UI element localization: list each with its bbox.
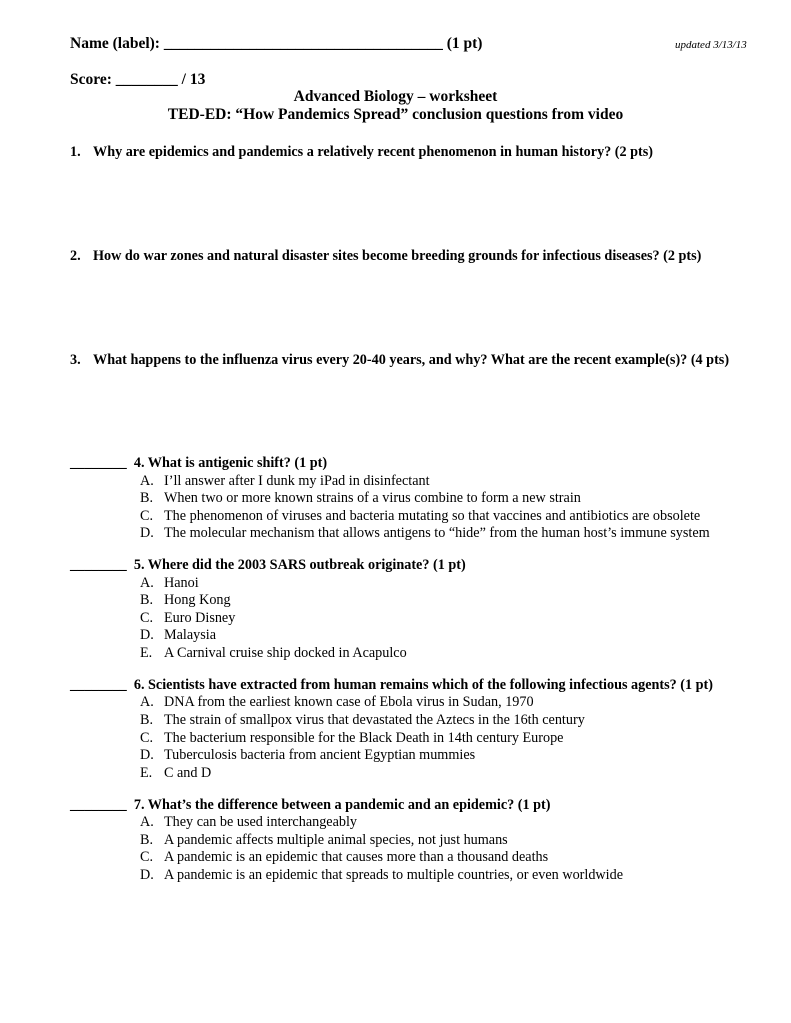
option-letter: A. [140,473,154,489]
answer-blank[interactable]: ________ [70,557,127,573]
question-number: 2. [70,248,81,264]
option-text: C and D [164,765,212,781]
option-text: They can be used interchangeably [164,814,358,830]
option-5c [140,610,235,627]
option-5d [140,627,216,644]
question-text: 6. Scientists have extracted from human remains which of the following infectious agents? (1 pt) [133,677,714,693]
option-letter: C. [140,849,154,865]
question-1 [70,144,653,161]
question-text: 5. Where did the 2003 SARS outbreak originate? (1 pt) [133,557,466,573]
option-7b [140,832,508,849]
option-6a [140,694,534,711]
question-2 [70,248,701,265]
option-text: The strain of smallpox virus that devastated the Aztecs in the 16th century [164,712,585,728]
score-line[interactable]: Score: ________ / 13 [70,71,206,88]
worksheet-title: Advanced Biology – worksheet [293,88,498,105]
question-number: 3. [70,352,81,368]
option-text: Hong Kong [164,592,231,608]
option-letter: B. [140,712,154,728]
question-text: 7. What’s the difference between a pandemic and an epidemic? (1 pt) [133,797,551,813]
option-letter: D. [140,867,154,883]
option-6e [140,765,211,782]
option-letter: A. [140,694,154,710]
option-text: DNA from the earliest known case of Ebola virus in Sudan, 1970 [164,694,534,710]
option-letter: D. [140,525,154,541]
updated-date: updated 3/13/13 [675,39,747,51]
option-5a [140,575,199,592]
question-text: What happens to the influenza virus every 20-40 years, and why? What are the recent example(s)? (4 pts) [93,352,730,368]
option-letter: C. [140,508,154,524]
option-text: Malaysia [164,627,217,643]
option-text: The bacterium responsible for the Black Death in 14th century Europe [164,730,564,746]
option-7a [140,814,357,831]
option-6c [140,730,563,747]
option-text: I’ll answer after I dunk my iPad in disinfectant [164,473,430,489]
question-5 [70,557,466,574]
option-4a [140,473,430,490]
name-line[interactable]: Name (label): ____________________________________ (1 pt) [70,35,483,52]
option-text: When two or more known strains of a virus combine to form a new strain [164,490,581,506]
question-number: 1. [70,144,81,160]
answer-blank[interactable]: ________ [70,797,127,813]
option-6d [140,747,475,764]
option-text: Euro Disney [164,610,236,626]
option-5e [140,645,407,662]
option-4c [140,508,700,525]
option-text: The phenomenon of viruses and bacteria mutating so that vaccines and antibiotics are obsolete [164,508,701,524]
question-text: 4. What is antigenic shift? (1 pt) [133,455,328,471]
option-text: A pandemic affects multiple animal species, not just humans [164,832,508,848]
option-letter: A. [140,814,154,830]
answer-blank[interactable]: ________ [70,677,127,693]
option-letter: B. [140,832,154,848]
option-4b [140,490,581,507]
option-4d [140,525,710,542]
option-letter: E. [140,765,153,781]
question-text: Why are epidemics and pandemics a relatively recent phenomenon in human history? (2 pts) [93,144,654,160]
question-text: How do war zones and natural disaster sites become breeding grounds for infectious diseases? (2 pts) [93,248,702,264]
option-letter: E. [140,645,153,661]
option-text: A pandemic is an epidemic that causes more than a thousand deaths [164,849,549,865]
option-letter: C. [140,730,154,746]
option-text: The molecular mechanism that allows antigens to “hide” from the human host’s immune system [164,525,710,541]
option-text: Hanoi [164,575,199,591]
option-letter: D. [140,747,154,763]
option-text: Tuberculosis bacteria from ancient Egyptian mummies [164,747,476,763]
answer-blank[interactable]: ________ [70,455,127,471]
option-letter: B. [140,490,154,506]
option-7d [140,867,623,884]
question-6 [70,677,713,694]
worksheet-subtitle: TED-ED: “How Pandemics Spread” conclusion questions from video [167,106,624,123]
option-6b [140,712,585,729]
option-letter: D. [140,627,154,643]
option-letter: C. [140,610,154,626]
option-5b [140,592,231,609]
option-7c [140,849,548,866]
question-3 [70,352,729,369]
option-text: A pandemic is an epidemic that spreads to multiple countries, or even worldwide [164,867,624,883]
option-letter: A. [140,575,154,591]
option-letter: B. [140,592,154,608]
question-4 [70,455,327,472]
option-text: A Carnival cruise ship docked in Acapulco [164,645,407,661]
question-7 [70,797,551,814]
